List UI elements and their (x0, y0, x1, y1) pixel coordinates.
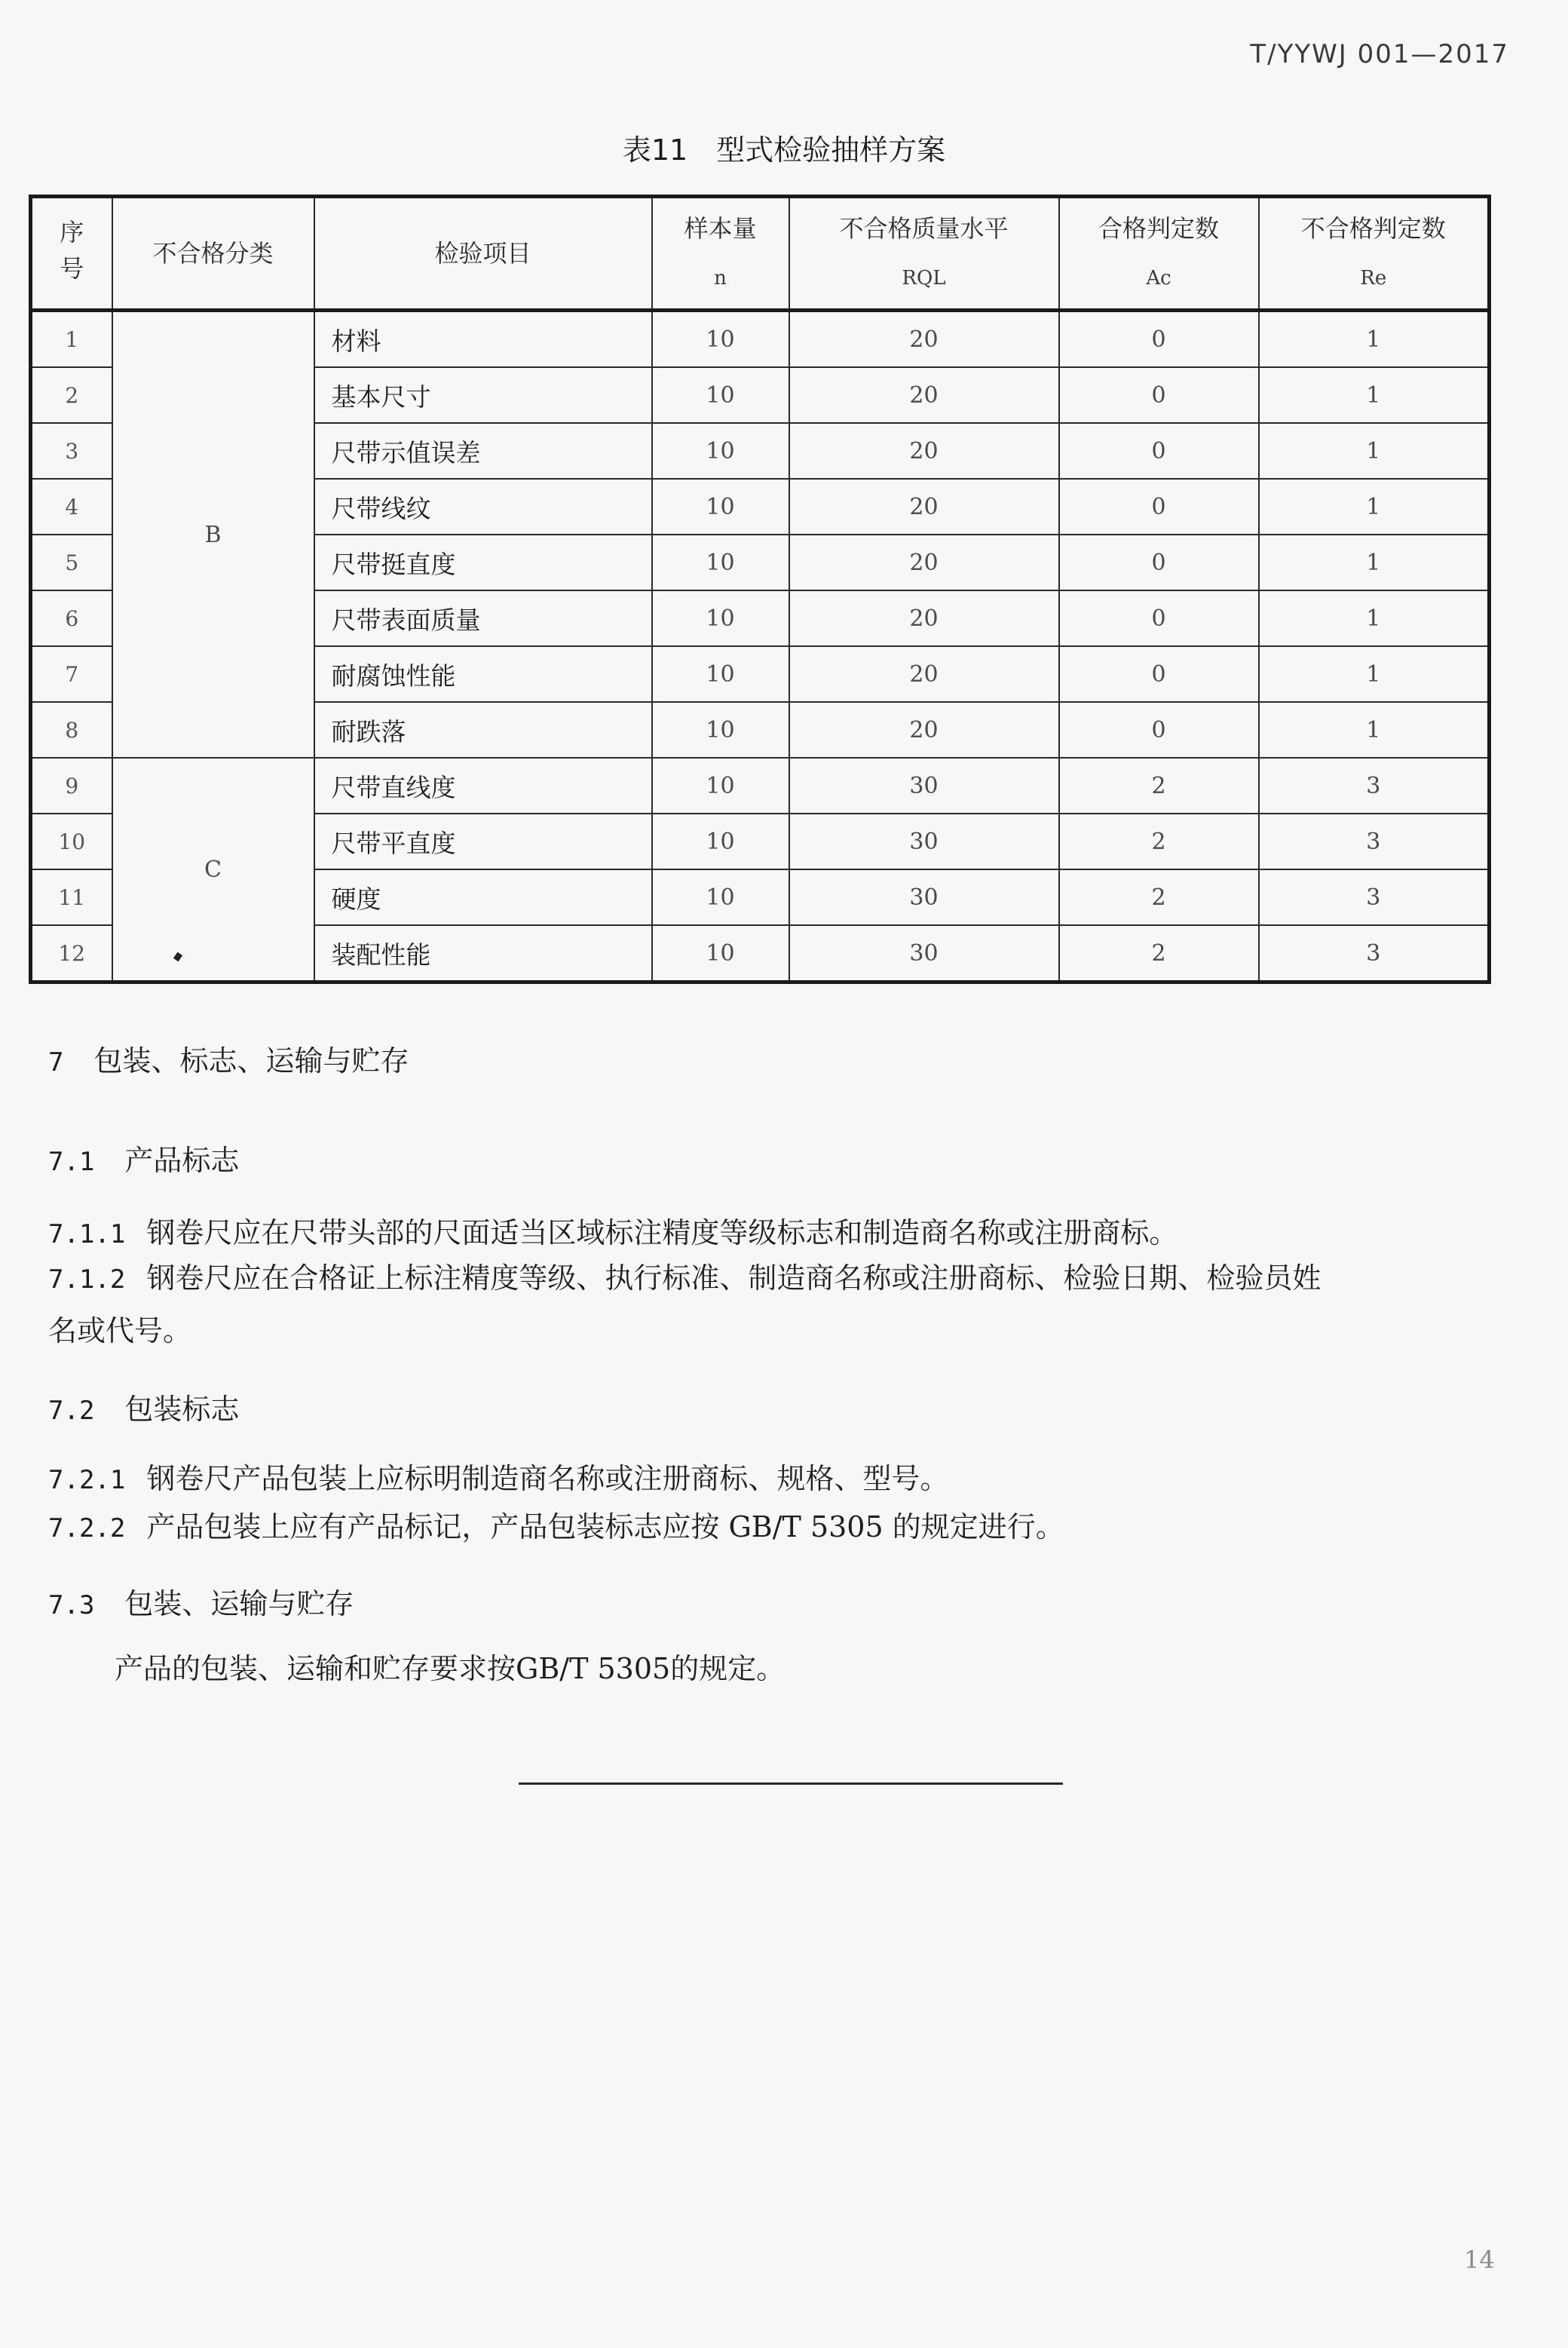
clause-7-2-1: 7.2.1 钢卷尺产品包装上应标明制造商名称或注册商标、规格、型号。 (48, 1462, 949, 1495)
ac-value: 0 (1059, 702, 1259, 758)
re-value: 3 (1259, 869, 1490, 925)
row-no: 12 (31, 925, 112, 982)
re-value: 1 (1259, 423, 1490, 479)
rql-value: 20 (789, 423, 1059, 479)
header-sample-size: 样本量 n (652, 197, 789, 311)
section-heading-7-1: 7.1 产品标志 (48, 1144, 240, 1177)
rql-value: 30 (789, 758, 1059, 814)
row-no: 4 (31, 479, 112, 535)
sample-size: 10 (652, 925, 789, 982)
sample-size: 10 (652, 814, 789, 869)
ac-value: 2 (1059, 758, 1259, 814)
end-of-standard-rule (519, 1782, 1063, 1785)
row-no: 6 (31, 590, 112, 646)
ac-value: 2 (1059, 869, 1259, 925)
ac-value: 0 (1059, 423, 1259, 479)
re-value: 1 (1259, 479, 1490, 535)
sample-size: 10 (652, 869, 789, 925)
header-ac: 合格判定数 Ac (1059, 197, 1259, 311)
header-item: 检验项目 (314, 197, 652, 311)
ac-value: 0 (1059, 479, 1259, 535)
sample-size: 10 (652, 758, 789, 814)
row-no: 11 (31, 869, 112, 925)
row-no: 7 (31, 646, 112, 702)
re-value: 3 (1259, 758, 1490, 814)
clause-7-1-2-continuation: 名或代号。 (48, 1314, 192, 1347)
row-no: 3 (31, 423, 112, 479)
clause-7-3-text: 产品的包装、运输和贮存要求按GB/T 5305的规定。 (115, 1652, 786, 1685)
rql-value: 20 (789, 646, 1059, 702)
ac-value: 0 (1059, 590, 1259, 646)
sample-size: 10 (652, 535, 789, 590)
rql-value: 20 (789, 702, 1059, 758)
row-no: 1 (31, 311, 112, 368)
table-title: 表11 型式检验抽样方案 (622, 133, 946, 167)
header-category: 不合格分类 (112, 197, 314, 311)
inspection-item: 尺带平直度 (314, 814, 652, 869)
rql-value: 20 (789, 311, 1059, 368)
re-value: 1 (1259, 702, 1490, 758)
sample-size: 10 (652, 479, 789, 535)
inspection-item: 尺带直线度 (314, 758, 652, 814)
ac-value: 0 (1059, 367, 1259, 423)
re-value: 1 (1259, 311, 1490, 368)
ac-value: 0 (1059, 535, 1259, 590)
inspection-item: 尺带表面质量 (314, 590, 652, 646)
inspection-item: 装配性能 (314, 925, 652, 982)
rql-value: 20 (789, 479, 1059, 535)
rql-value: 20 (789, 590, 1059, 646)
row-no: 10 (31, 814, 112, 869)
row-no: 9 (31, 758, 112, 814)
inspection-item: 尺带示值误差 (314, 423, 652, 479)
clause-7-2-2: 7.2.2 产品包装上应有产品标记，产品包装标志应按 GB/T 5305 的规定进行。 (48, 1510, 1064, 1543)
rql-value: 20 (789, 367, 1059, 423)
ac-value: 2 (1059, 925, 1259, 982)
table-header-row (31, 197, 1490, 311)
ac-value: 2 (1059, 814, 1259, 869)
inspection-item: 尺带线纹 (314, 479, 652, 535)
sample-size: 10 (652, 590, 789, 646)
sample-size: 10 (652, 646, 789, 702)
inspection-item: 材料 (314, 311, 652, 368)
section-heading-7: 7 包装、标志、运输与贮存 (48, 1044, 409, 1077)
table-row (31, 758, 1490, 814)
inspection-item: 尺带挺直度 (314, 535, 652, 590)
rql-value: 30 (789, 814, 1059, 869)
inspection-item: 硬度 (314, 869, 652, 925)
clause-7-1-1: 7.1.1 钢卷尺应在尺带头部的尺面适当区域标注精度等级标志和制造商名称或注册商标。 (48, 1216, 1178, 1249)
re-value: 3 (1259, 814, 1490, 869)
page-number: 14 (1464, 2245, 1495, 2274)
clause-7-1-2: 7.1.2 钢卷尺应在合格证上标注精度等级、执行标准、制造商名称或注册商标、检验日期、检验员姓 (48, 1261, 1321, 1295)
section-heading-7-2: 7.2 包装标志 (48, 1393, 240, 1426)
header-rql: 不合格质量水平 RQL (789, 197, 1059, 311)
row-no: 8 (31, 702, 112, 758)
re-value: 1 (1259, 590, 1490, 646)
row-no: 2 (31, 367, 112, 423)
sample-size: 10 (652, 367, 789, 423)
sample-size: 10 (652, 423, 789, 479)
ac-value: 0 (1059, 311, 1259, 368)
inspection-item: 基本尺寸 (314, 367, 652, 423)
re-value: 1 (1259, 646, 1490, 702)
table-row (31, 311, 1490, 368)
re-value: 1 (1259, 367, 1490, 423)
rql-value: 30 (789, 925, 1059, 982)
category-cell: C (112, 758, 314, 982)
inspection-item: 耐腐蚀性能 (314, 646, 652, 702)
re-value: 3 (1259, 925, 1490, 982)
sample-size: 10 (652, 311, 789, 368)
category-cell: B (112, 311, 314, 759)
rql-value: 20 (789, 535, 1059, 590)
sampling-plan-table (29, 195, 1491, 984)
sample-size: 10 (652, 702, 789, 758)
section-heading-7-3: 7.3 包装、运输与贮存 (48, 1587, 354, 1620)
header-re: 不合格判定数 Re (1259, 197, 1490, 311)
header-no: 序号 (31, 197, 112, 311)
inspection-item: 耐跌落 (314, 702, 652, 758)
re-value: 1 (1259, 535, 1490, 590)
ac-value: 0 (1059, 646, 1259, 702)
rql-value: 30 (789, 869, 1059, 925)
row-no: 5 (31, 535, 112, 590)
document-id: T/YYWJ 001—2017 (1250, 39, 1509, 69)
